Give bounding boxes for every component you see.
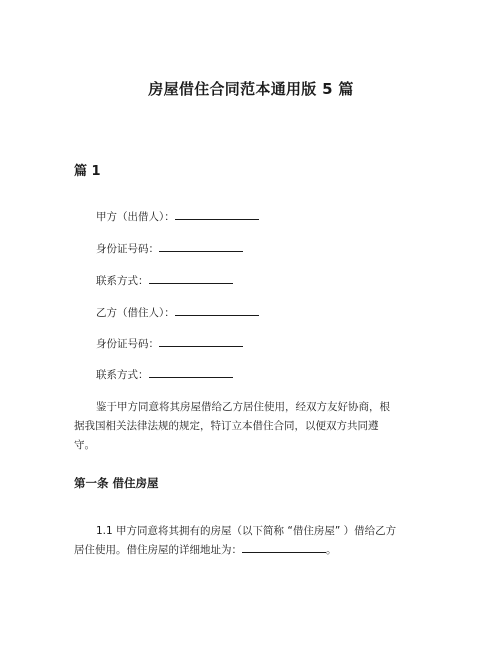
party-b-field: [96, 304, 259, 323]
party-a-label: 甲方（出借人）：: [96, 211, 175, 223]
party-b-blank: [175, 304, 259, 316]
party-a-id-label: 身份证号码：: [96, 243, 159, 255]
clause-line: 1.1 甲方同意将其拥有的房屋（以下简称 “借住房屋” ）借给乙方: [96, 525, 397, 537]
clause-line: [74, 541, 434, 560]
party-b-contact-field: [96, 366, 233, 385]
article-heading: 第一条 借住房屋: [74, 476, 159, 490]
party-a-blank: [175, 208, 259, 220]
preamble-line: 守。: [74, 439, 95, 451]
party-b-id-blank: [159, 335, 243, 347]
preamble-line: 据我国相关法律法规的规定，特订立本借住合同，以便双方共同遵: [74, 420, 379, 432]
clause-1-1: [74, 522, 434, 560]
party-a-contact-blank: [149, 272, 233, 284]
preamble-paragraph: [74, 398, 434, 455]
clause-end-punct: 。: [326, 544, 337, 556]
party-a-id-blank: [159, 240, 243, 252]
party-a-contact-field: [96, 272, 233, 291]
party-a-field: [96, 208, 259, 227]
document-title: 房屋借住合同范本通用版 5 篇: [148, 80, 354, 98]
party-b-id-field: [96, 335, 243, 354]
party-b-label: 乙方（借住人）：: [96, 307, 175, 319]
address-blank: [242, 541, 326, 553]
party-b-contact-blank: [149, 366, 233, 378]
preamble-line: 鉴于甲方同意将其房屋借给乙方居住使用，经双方友好协商，根: [96, 401, 390, 413]
party-b-id-label: 身份证号码：: [96, 338, 159, 350]
party-a-contact-label: 联系方式：: [96, 275, 149, 287]
address-label: 居住使用。借住房屋的详细地址为：: [74, 544, 242, 556]
party-a-id-field: [96, 240, 243, 259]
section-heading: 篇 1: [74, 164, 101, 179]
party-b-contact-label: 联系方式：: [96, 369, 149, 381]
